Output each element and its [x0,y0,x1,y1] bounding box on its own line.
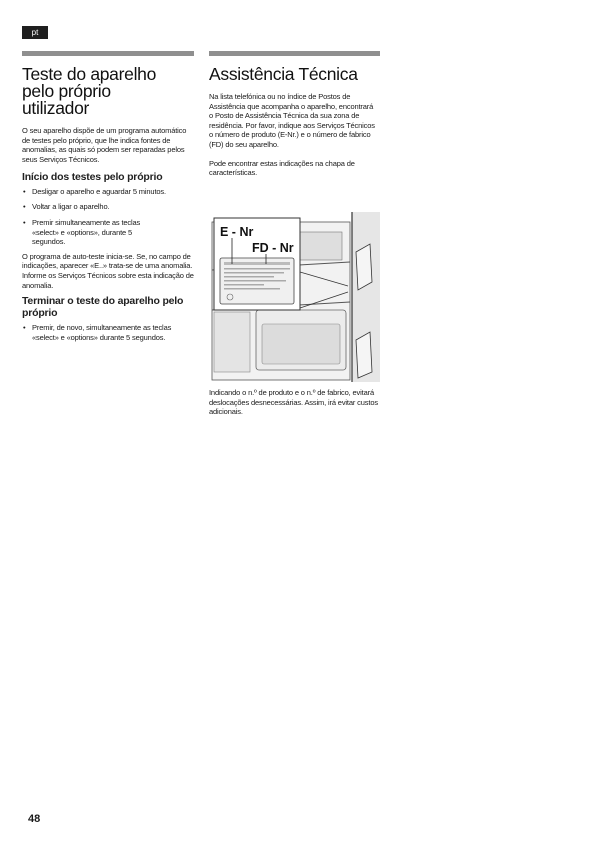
list-item: • Premir simultaneamente as teclas «select» e «options», durante 5 segundos. [22,218,194,247]
fridge-interior-drawing [210,212,380,382]
self-test-program-text: O programa de auto-teste inicia-se. Se, no campo de indicações, aparecer «E..» trata-se de uma anomalia. Informe os Serviços Técnicos sobre esta indicação de anomalia. [22,251,194,290]
fd-nr-label: FD - Nr [252,241,294,255]
start-test-heading: Início dos testes pelo próprio [22,171,163,184]
service-paragraph-3: Indicando o n.º de produto e o n.º de fabrico, evitará deslocações desnecessárias. Assim, irá evitar custos adicionais. [209,388,378,417]
service-paragraph-1: Na lista telefónica ou no índice de Postos de Assistência que acompanha o aparelho, encontrará o Posto de Assistência Técnica da sua zona de residência. Por favor, indique aos Serviços Técnicos o número de produto (E-Nr.) e o número de fabrico (FD) do seu aparelho. [209,92,375,149]
service-paragraph-2: Pode encontrar estas indicações na chapa de características. [209,158,355,178]
service-section [209,66,379,178]
end-test-steps [22,323,194,342]
section-rule-right [209,51,380,56]
service-title: Assistência Técnica [209,64,358,84]
e-nr-label: E - Nr [220,225,254,239]
self-test-title: Teste do aparelho pelo próprio utilizador [22,64,157,118]
start-test-steps [22,187,194,247]
list-item: • Desligar o aparelho e aguardar 5 minutos. [22,187,194,197]
self-test-section [22,66,194,348]
list-item: • Premir, de novo, simultaneamente as teclas «select» e «options» durante 5 segundos. [22,323,194,342]
self-test-intro: O seu aparelho dispõe de um programa automático de testes pelo próprio, que lhe indica fontes de anomalias, as quais só podem ser reparadas pelos seus Serviços Técnicos. [22,126,187,164]
service-footer [209,388,379,417]
language-tag: pt [22,26,48,39]
list-item: • Voltar a ligar o aparelho. [22,202,194,212]
rating-plate-illustration [210,212,380,382]
section-rule-left [22,51,194,56]
page-number: 48 [28,813,41,825]
end-test-heading: Terminar o teste do aparelho pelo próprio [22,295,184,319]
